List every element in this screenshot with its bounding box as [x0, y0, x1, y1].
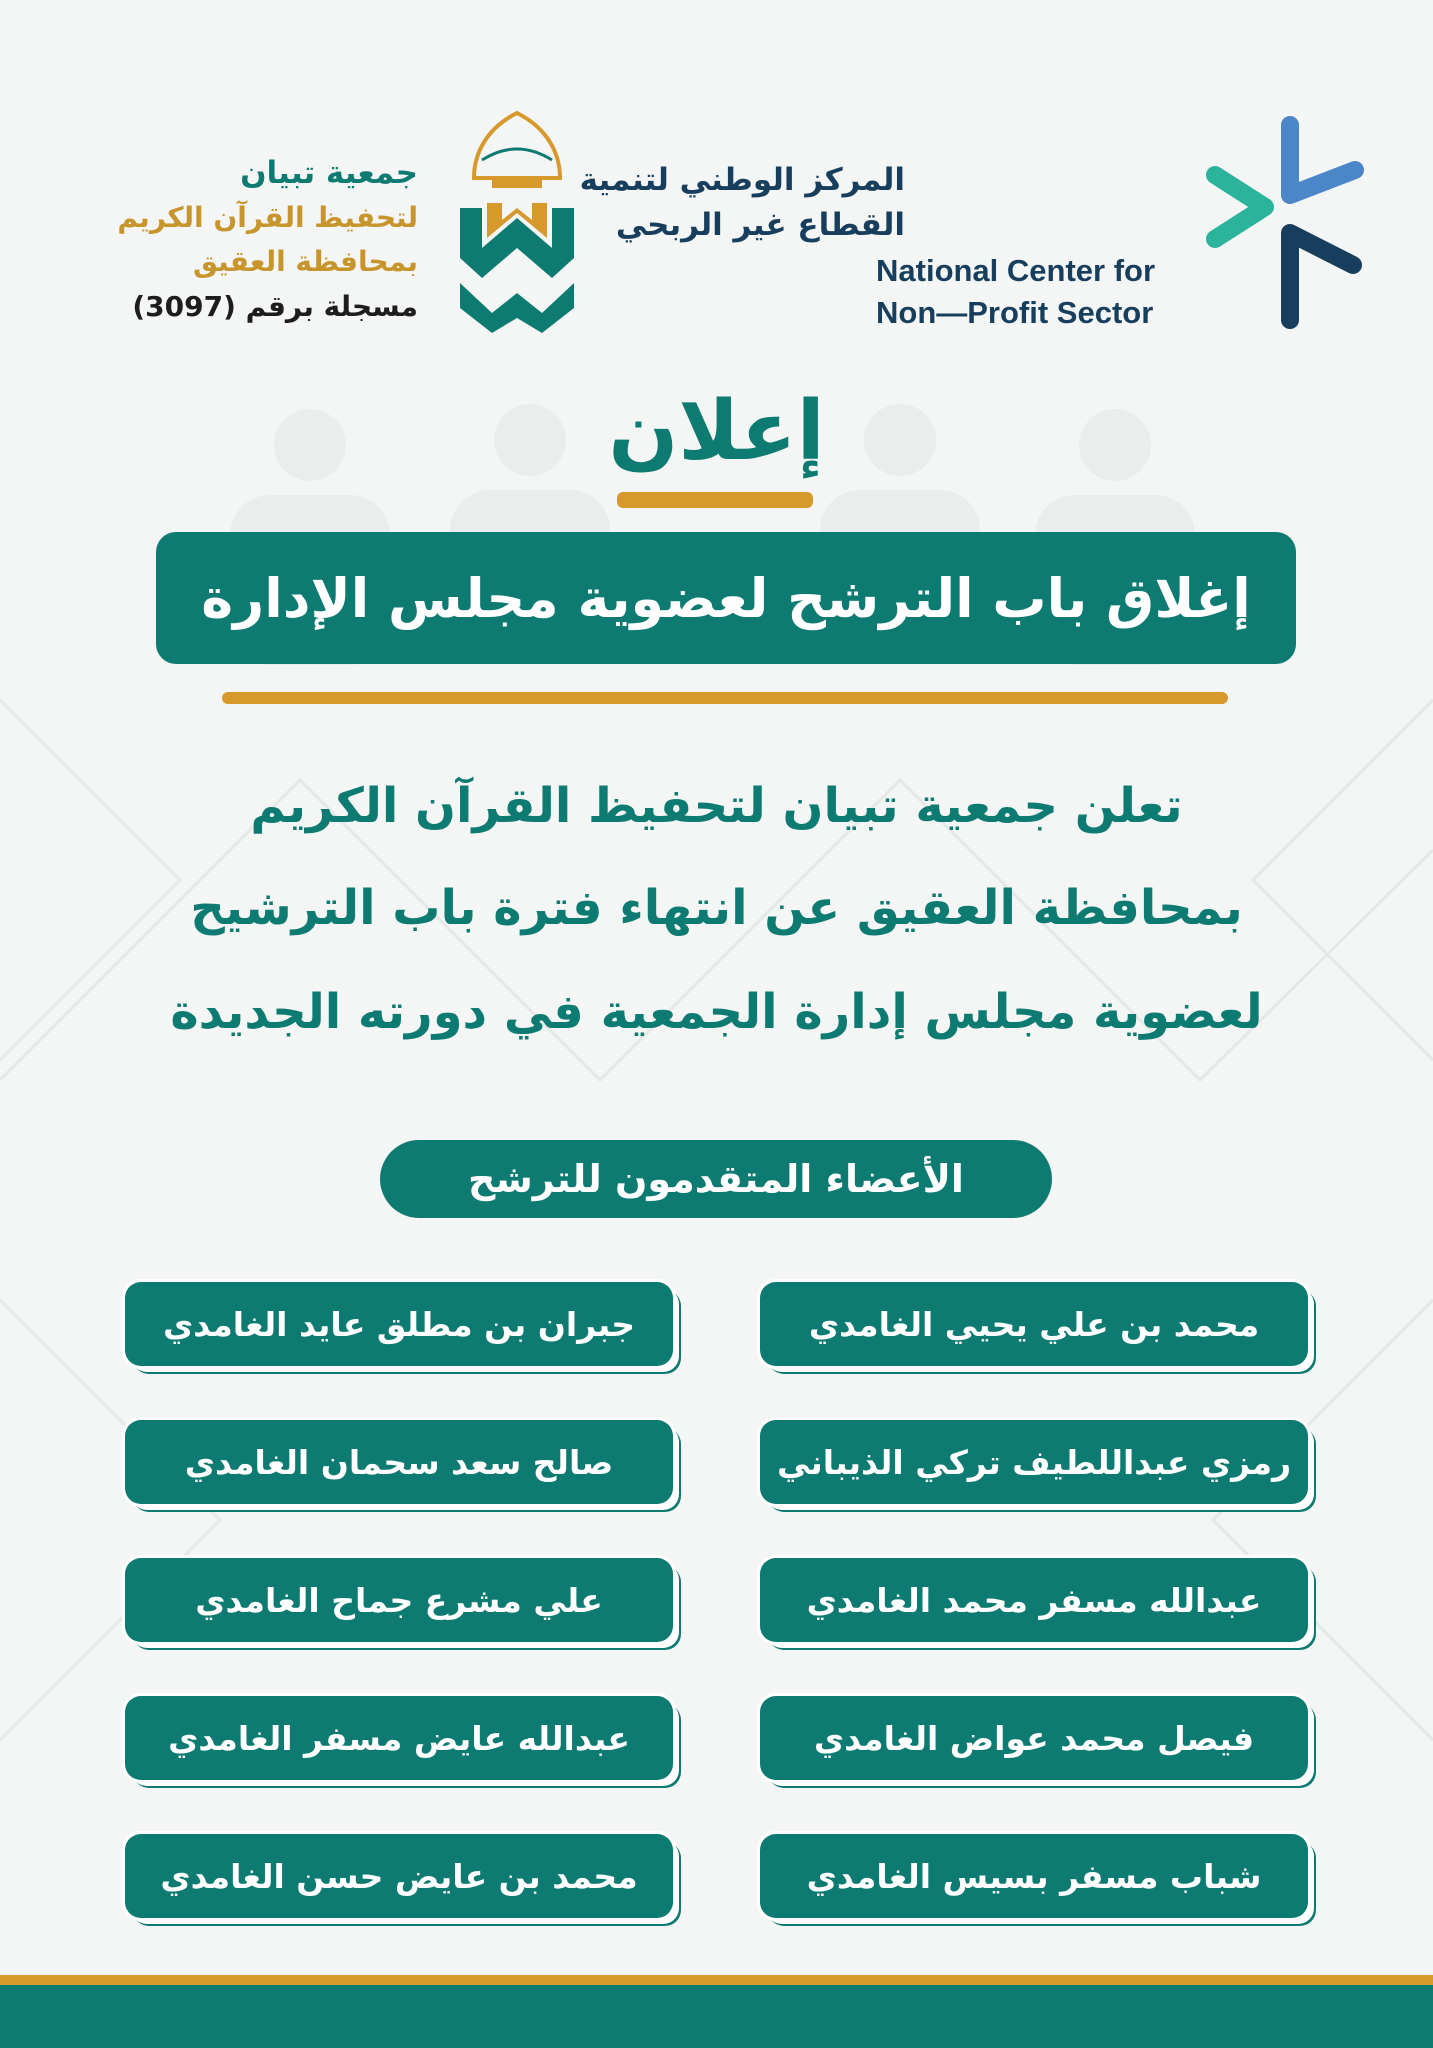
footer-gold-band: [0, 1975, 1433, 1985]
candidate-card: جبران بن مطلق عايد الغامدي: [125, 1282, 673, 1366]
tibyan-name: [117, 150, 418, 330]
tibyan-line3: بمحافظة العقيق: [192, 245, 418, 278]
banner-underline: [222, 692, 1228, 704]
footer-teal-band: [0, 1985, 1433, 2048]
announcement-banner: إغلاق باب الترشح لعضوية مجلس الإدارة: [156, 532, 1296, 664]
intro-line-1: تعلن جمعية تبيان لتحفيظ القرآن الكريم: [250, 778, 1183, 834]
candidate-card: عبدالله عايض مسفر الغامدي: [125, 1696, 673, 1780]
ncnp-arrows-logo-icon: [1205, 115, 1365, 330]
ncnp-en-line1: National Center for: [876, 253, 1156, 288]
intro-line-3: لعضوية مجلس إدارة الجمعية في دورته الجديدة: [170, 984, 1263, 1040]
announcement-heading: إعلان: [608, 384, 825, 479]
candidate-card: عبدالله مسفر محمد الغامدي: [760, 1558, 1308, 1642]
candidate-card: صالح سعد سحمان الغامدي: [125, 1420, 673, 1504]
ncnp-name-ar: [580, 158, 905, 248]
ncnp-en-line2: Non—Profit Sector: [876, 295, 1154, 330]
tibyan-line1: جمعية تبيان: [240, 155, 418, 191]
candidates-title: الأعضاء المتقدمون للترشح: [380, 1140, 1052, 1218]
candidate-card: فيصل محمد عواض الغامدي: [760, 1696, 1308, 1780]
tibyan-registration: مسجلة برقم (3097): [132, 290, 418, 323]
ncnp-ar-line2: القطاع غير الربحي: [615, 207, 905, 243]
heading-underline: [617, 492, 813, 508]
candidate-card: رمزي عبداللطيف تركي الذيباني: [760, 1420, 1308, 1504]
ncnp-name-en: [876, 250, 1155, 334]
tibyan-line2: لتحفيظ القرآن الكريم: [117, 201, 418, 234]
candidate-card: علي مشرع جماح الغامدي: [125, 1558, 673, 1642]
tibyan-emblem-logo-icon: [452, 108, 582, 338]
ncnp-ar-line1: المركز الوطني لتنمية: [579, 162, 905, 198]
intro-line-2: بمحافظة العقيق عن انتهاء فترة باب الترشيح: [190, 880, 1243, 936]
candidate-card: محمد بن عايض حسن الغامدي: [125, 1834, 673, 1918]
candidate-card: شباب مسفر بسيس الغامدي: [760, 1834, 1308, 1918]
candidate-card: محمد بن علي يحيي الغامدي: [760, 1282, 1308, 1366]
